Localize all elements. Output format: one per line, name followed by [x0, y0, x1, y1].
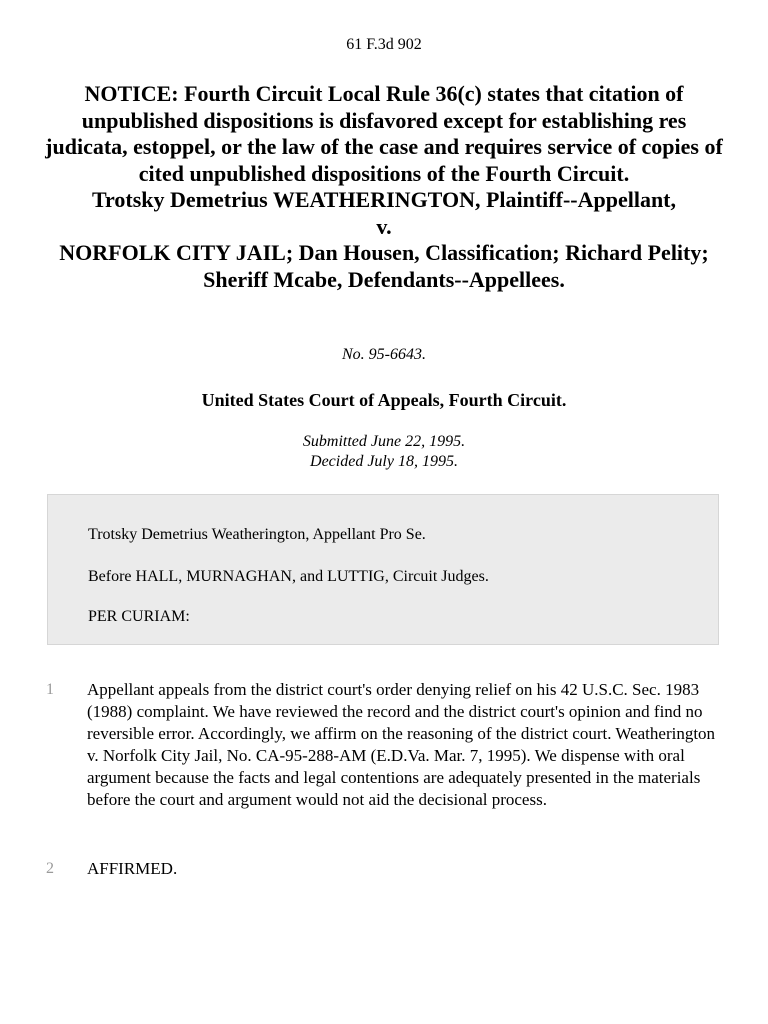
paragraph-text: Appellant appeals from the district court's order denying relief on his 42 U.S.C. Sec. 1983 (1988) complaint. We have reviewed the record and the district court's opinion and find no reversible error. Accordingly, we affirm on the reasoning of the district court. Weatherington v. Norfolk City Jail, No. CA-95-288-AM (E.D.Va. Mar. 7, 1995). We dispense with oral argument because the facts and legal contentions are adequately presented in the materials before the court and argument would not aid the decisional process. [87, 680, 716, 809]
docket-number: No. 95-6643. [342, 346, 426, 363]
paragraph-number: 2 [46, 860, 54, 877]
per-curiam-label: PER CURIAM: [88, 608, 190, 625]
versus-line: v. [376, 213, 392, 239]
submitted-date: Submitted June 22, 1995. [302, 433, 466, 450]
paragraph-text: AFFIRMED. [87, 859, 178, 878]
case-dates [0, 432, 768, 472]
case-heading [40, 81, 728, 293]
counsel-box [47, 494, 719, 645]
notice-text: NOTICE: Fourth Circuit Local Rule 36(c) states that citation of unpublished dispositions is disfavored except for establishing res judicata, estoppel, or the law of the case and requires service of copies of cited unpublished dispositions of the Fourth Circuit. [45, 81, 723, 186]
court-name: United States Court of Appeals, Fourth Circuit. [201, 390, 567, 410]
judges-line: Before HALL, MURNAGHAN, and LUTTIG, Circuit Judges. [88, 568, 489, 585]
defendants-line: NORFOLK CITY JAIL; Dan Housen, Classification; Richard Pelity; Sheriff Mcabe, Defendants--Appellees. [59, 240, 709, 292]
counsel-line: Trotsky Demetrius Weatherington, Appellant Pro Se. [88, 526, 426, 543]
decided-date: Decided July 18, 1995. [310, 453, 458, 470]
plaintiff-line: Trotsky Demetrius WEATHERINGTON, Plaintiff--Appellant, [91, 187, 677, 212]
paragraph-number: 1 [46, 681, 54, 698]
case-citation: 61 F.3d 902 [346, 36, 422, 53]
